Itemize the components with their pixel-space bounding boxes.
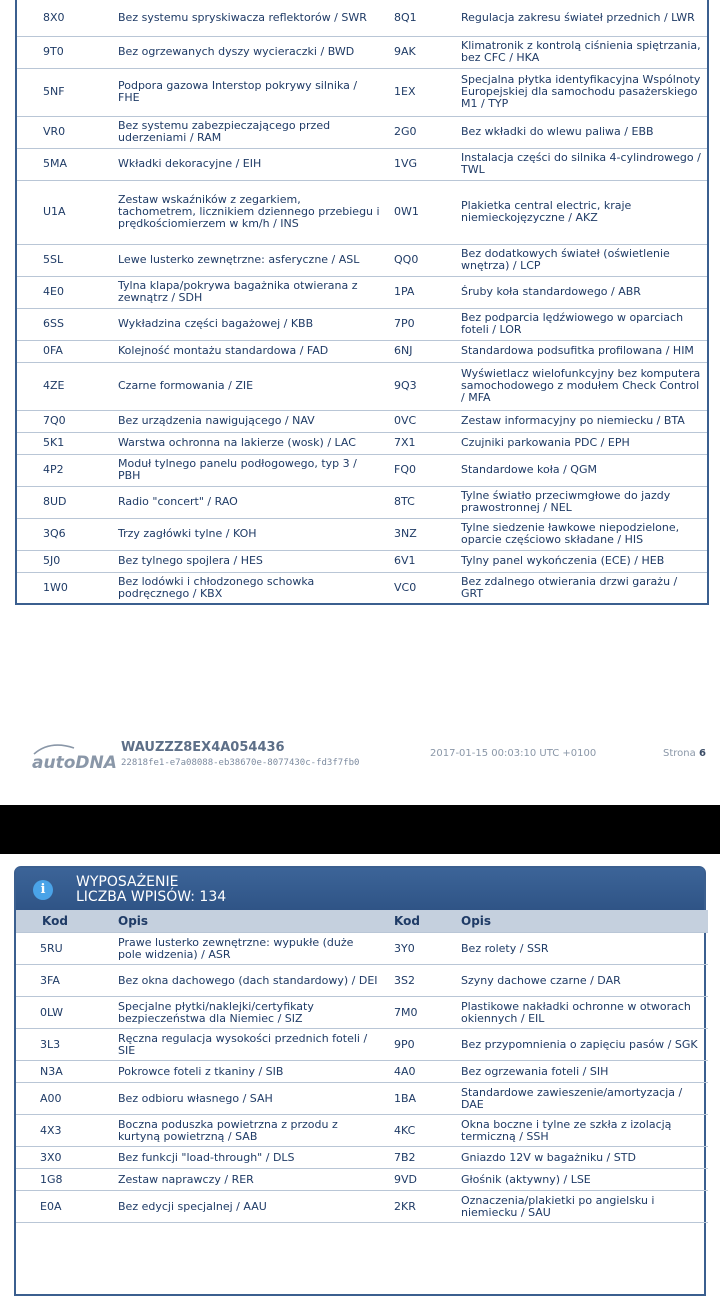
table-row — [16, 116, 708, 148]
code-cell: 4A0 — [386, 1061, 453, 1083]
code-cell: 4E0 — [16, 276, 110, 308]
code-cell: 0FA — [16, 340, 110, 362]
description-cell: Oznaczenia/plakietki po angielsku i niemiecku / SAU — [453, 1191, 708, 1223]
code-cell: VR0 — [16, 116, 110, 148]
description-cell: Głośnik (aktywny) / LSE — [453, 1169, 708, 1191]
table-row — [16, 1191, 708, 1223]
code-cell: QQ0 — [386, 244, 453, 276]
code-cell: 6SS — [16, 308, 110, 340]
code-cell: FQ0 — [386, 454, 453, 486]
code-cell: E0A — [16, 1191, 110, 1223]
description-cell: Zestaw naprawczy / RER — [110, 1169, 386, 1191]
equipment-table — [16, 910, 708, 1223]
description-cell: Tylne siedzenie ławkowe niepodzielone, oparcie częściowo składane / HIS — [453, 518, 708, 550]
code-cell: 5SL — [16, 244, 110, 276]
code-cell: 9VD — [386, 1169, 453, 1191]
report-hash: 22818fe1-e7a08088-eb38670e-8077430c-fd3f7fb0 — [121, 758, 360, 768]
code-cell: 2G0 — [386, 116, 453, 148]
equipment-panel — [14, 866, 706, 1296]
page-number — [663, 748, 706, 759]
description-cell: Standardowe koła / QGM — [453, 454, 708, 486]
description-cell: Bez ogrzewania foteli / SIH — [453, 1061, 708, 1083]
column-header-description: Opis — [110, 910, 386, 933]
description-cell: Bez tylnego spojlera / HES — [110, 550, 386, 572]
description-cell: Trzy zagłówki tylne / KOH — [110, 518, 386, 550]
description-cell: Zestaw wskaźników z zegarkiem, tachometrem, licznikiem dziennego przebiegu i prędkościomierzem w km/h / INS — [110, 180, 386, 244]
code-cell: 8Q1 — [386, 0, 453, 36]
description-cell: Czarne formowania / ZIE — [110, 362, 386, 410]
description-cell: Czujniki parkowania PDC / EPH — [453, 432, 708, 454]
description-cell: Bez podparcia lędźwiowego w oparciach foteli / LOR — [453, 308, 708, 340]
code-cell: 3Y0 — [386, 933, 453, 965]
table-row — [16, 432, 708, 454]
table-row — [16, 36, 708, 68]
code-cell: 5J0 — [16, 550, 110, 572]
code-cell: 0W1 — [386, 180, 453, 244]
description-cell: Bez ogrzewanych dyszy wycieraczki / BWD — [110, 36, 386, 68]
description-cell: Standardowe zawieszenie/amortyzacja / DAE — [453, 1083, 708, 1115]
table-row — [16, 1169, 708, 1191]
description-cell: Specjalne płytki/naklejki/certyfikaty bezpieczeństwa dla Niemiec / SIZ — [110, 997, 386, 1029]
table-row — [16, 933, 708, 965]
table-row — [16, 1147, 708, 1169]
code-cell: 5MA — [16, 148, 110, 180]
description-cell: Bez odbioru własnego / SAH — [110, 1083, 386, 1115]
description-cell: Bez systemu zabezpieczającego przed uderzeniami / RAM — [110, 116, 386, 148]
description-cell: Bez urządzenia nawigującego / NAV — [110, 410, 386, 432]
table-row — [16, 244, 708, 276]
description-cell: Specjalna płytka identyfikacyjna Wspólnoty Europejskiej dla samochodu pasażerskiego M1 / TYP — [453, 68, 708, 116]
autodna-logo — [30, 742, 117, 773]
description-cell: Bez okna dachowego (dach standardowy) / DEI — [110, 965, 386, 997]
description-cell: Szyny dachowe czarne / DAR — [453, 965, 708, 997]
description-cell: Śruby koła standardowego / ABR — [453, 276, 708, 308]
description-cell: Warstwa ochronna na lakierze (wosk) / LAC — [110, 432, 386, 454]
code-cell: 9P0 — [386, 1029, 453, 1061]
code-cell: 3L3 — [16, 1029, 110, 1061]
description-cell: Bez przypomnienia o zapięciu pasów / SGK — [453, 1029, 708, 1061]
table-row — [16, 340, 708, 362]
table-row — [16, 68, 708, 116]
code-cell: 5K1 — [16, 432, 110, 454]
description-cell: Bez rolety / SSR — [453, 933, 708, 965]
table-row — [16, 572, 708, 604]
code-cell: 5NF — [16, 68, 110, 116]
description-cell: Ręczna regulacja wysokości przednich foteli / SIE — [110, 1029, 386, 1061]
table-row — [16, 180, 708, 244]
table-row — [16, 1029, 708, 1061]
code-cell: 1W0 — [16, 572, 110, 604]
table-row — [16, 1115, 708, 1147]
section-title: WYPOSAŻENIE — [76, 874, 179, 890]
code-cell: 7M0 — [386, 997, 453, 1029]
code-cell: 1G8 — [16, 1169, 110, 1191]
description-cell: Klimatronik z kontrolą ciśnienia spiętrzania, bez CFC / HKA — [453, 36, 708, 68]
code-cell: 7P0 — [386, 308, 453, 340]
code-cell: 3NZ — [386, 518, 453, 550]
description-cell: Tylny panel wykończenia (ECE) / HEB — [453, 550, 708, 572]
description-cell: Boczna poduszka powietrzna z przodu z kurtyną powietrzną / SAB — [110, 1115, 386, 1147]
table-row — [16, 362, 708, 410]
description-cell: Plastikowe nakładki ochronne w otworach okiennych / EIL — [453, 997, 708, 1029]
code-cell: 8UD — [16, 486, 110, 518]
description-cell: Bez edycji specjalnej / AAU — [110, 1191, 386, 1223]
description-cell: Wyświetlacz wielofunkcyjny bez komputera samochodowego z modułem Check Control / MFA — [453, 362, 708, 410]
description-cell: Moduł tylnego panelu podłogowego, typ 3 / PBH — [110, 454, 386, 486]
table-row — [16, 1083, 708, 1115]
table-row — [16, 148, 708, 180]
description-cell: Bez funkcji "load-through" / DLS — [110, 1147, 386, 1169]
page-number-value: 6 — [698, 748, 706, 759]
code-cell: 7X1 — [386, 432, 453, 454]
description-cell: Prawe lusterko zewnętrzne: wypukłe (duże pole widzenia) / ASR — [110, 933, 386, 965]
column-header-code: Kod — [386, 910, 453, 933]
code-cell: 0LW — [16, 997, 110, 1029]
description-cell: Regulacja zakresu świateł przednich / LWR — [453, 0, 708, 36]
description-cell: Podpora gazowa Interstop pokrywy silnika / FHE — [110, 68, 386, 116]
description-cell: Zestaw informacyjny po niemiecku / BTA — [453, 410, 708, 432]
description-cell: Bez zdalnego otwierania drzwi garażu / GRT — [453, 572, 708, 604]
description-cell: Bez dodatkowych świateł (oświetlenie wnętrza) / LCP — [453, 244, 708, 276]
table-row — [16, 410, 708, 432]
report-timestamp: 2017-01-15 00:03:10 UTC +0100 — [430, 748, 597, 759]
code-cell: 1VG — [386, 148, 453, 180]
table-row — [16, 550, 708, 572]
code-cell: 7Q0 — [16, 410, 110, 432]
equipment-table-continued — [15, 0, 709, 605]
description-cell: Bez lodówki i chłodzonego schowka podręcznego / KBX — [110, 572, 386, 604]
column-header-code: Kod — [16, 910, 110, 933]
code-cell: 5RU — [16, 933, 110, 965]
code-cell: 1EX — [386, 68, 453, 116]
code-cell: 6NJ — [386, 340, 453, 362]
table-row — [16, 1061, 708, 1083]
code-cell: 3X0 — [16, 1147, 110, 1169]
code-cell: VC0 — [386, 572, 453, 604]
table-row — [16, 308, 708, 340]
description-cell: Standardowa podsufitka profilowana / HIM — [453, 340, 708, 362]
code-cell: N3A — [16, 1061, 110, 1083]
code-cell: 3FA — [16, 965, 110, 997]
description-cell: Wykładzina części bagażowej / KBB — [110, 308, 386, 340]
vin-number: WAUZZZ8EX4A054436 — [121, 740, 285, 755]
code-cell: 1BA — [386, 1083, 453, 1115]
code-cell: 8X0 — [16, 0, 110, 36]
table-row — [16, 997, 708, 1029]
description-cell: Radio "concert" / RAO — [110, 486, 386, 518]
description-cell: Pokrowce foteli z tkaniny / SIB — [110, 1061, 386, 1083]
description-cell: Okna boczne i tylne ze szkła z izolacją termiczną / SSH — [453, 1115, 708, 1147]
code-cell: 4X3 — [16, 1115, 110, 1147]
panel-header — [16, 868, 704, 910]
code-cell: 7B2 — [386, 1147, 453, 1169]
code-cell: 4ZE — [16, 362, 110, 410]
entry-count: LICZBA WPISÓW: 134 — [76, 889, 227, 905]
description-cell: Kolejność montażu standardowa / FAD — [110, 340, 386, 362]
code-cell: 6V1 — [386, 550, 453, 572]
report-page-7 — [0, 854, 720, 1280]
column-header-description: Opis — [453, 910, 708, 933]
page-separator — [0, 805, 720, 854]
svg-text:autoDNA: autoDNA — [32, 753, 117, 773]
table-row — [16, 965, 708, 997]
code-cell: 4P2 — [16, 454, 110, 486]
code-cell: 1PA — [386, 276, 453, 308]
table-row — [16, 518, 708, 550]
description-cell: Bez systemu spryskiwacza reflektorów / SWR — [110, 0, 386, 36]
description-cell: Tylna klapa/pokrywa bagażnika otwierana z zewnątrz / SDH — [110, 276, 386, 308]
info-icon: i — [33, 880, 53, 900]
table-row — [16, 454, 708, 486]
page-label: Strona — [663, 748, 696, 759]
code-cell: 9AK — [386, 36, 453, 68]
table-row — [16, 486, 708, 518]
description-cell: Lewe lusterko zewnętrzne: asferyczne / ASL — [110, 244, 386, 276]
code-cell: 2KR — [386, 1191, 453, 1223]
code-cell: 0VC — [386, 410, 453, 432]
table-row — [16, 276, 708, 308]
table-row — [16, 0, 708, 36]
code-cell: U1A — [16, 180, 110, 244]
code-cell: 9Q3 — [386, 362, 453, 410]
code-cell: 3Q6 — [16, 518, 110, 550]
code-cell: 8TC — [386, 486, 453, 518]
description-cell: Instalacja części do silnika 4-cylindrowego / TWL — [453, 148, 708, 180]
description-cell: Plakietka central electric, kraje niemieckojęzyczne / AKZ — [453, 180, 708, 244]
code-cell: A00 — [16, 1083, 110, 1115]
description-cell: Gniazdo 12V w bagażniku / STD — [453, 1147, 708, 1169]
description-cell: Tylne światło przeciwmgłowe do jazdy prawostronnej / NEL — [453, 486, 708, 518]
page-footer — [0, 728, 720, 778]
code-cell: 4KC — [386, 1115, 453, 1147]
code-cell: 9T0 — [16, 36, 110, 68]
table-header-row — [16, 910, 708, 933]
description-cell: Bez wkładki do wlewu paliwa / EBB — [453, 116, 708, 148]
code-cell: 3S2 — [386, 965, 453, 997]
description-cell: Wkładki dekoracyjne / EIH — [110, 148, 386, 180]
